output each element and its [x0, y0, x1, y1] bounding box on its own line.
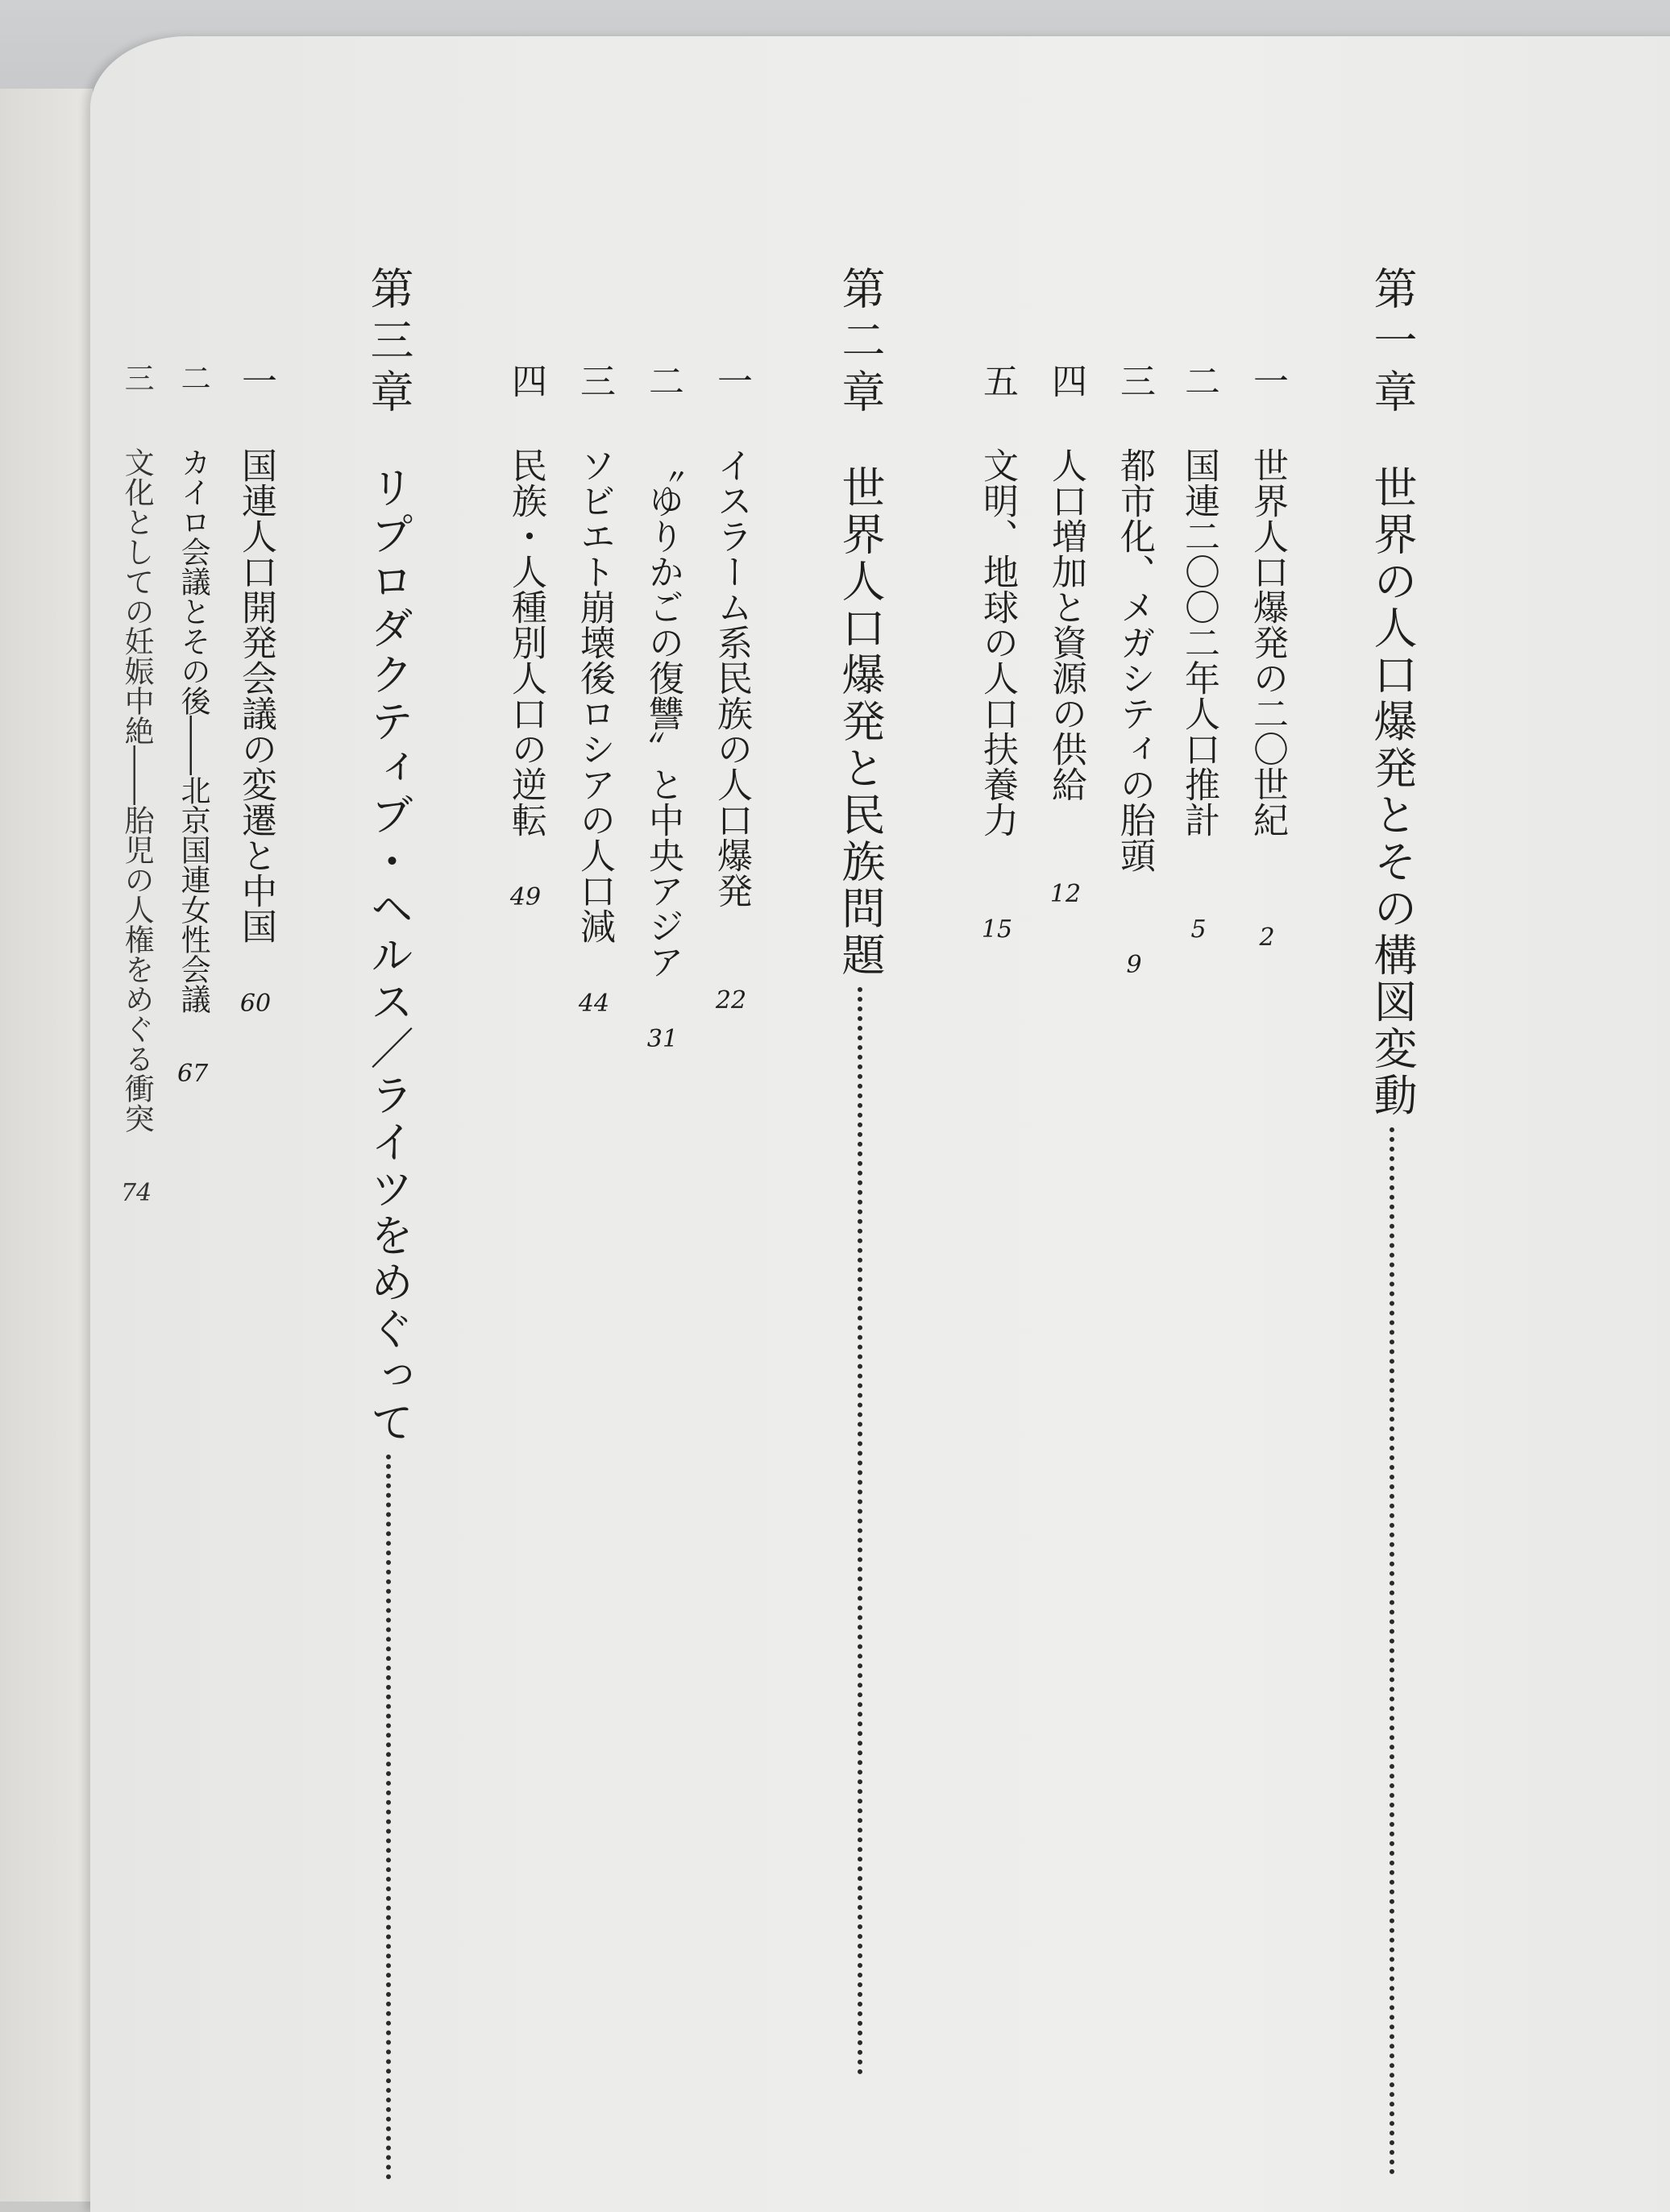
- page-number: 67: [177, 1060, 209, 1088]
- page-number: 2: [1259, 923, 1275, 952]
- section-number: 四: [505, 363, 546, 398]
- section-title: 〝ゆりかごの復讐〟と中央アジア: [642, 447, 683, 979]
- page-number: 9: [1126, 951, 1142, 979]
- section-title: 都市化、メガシティの胎頭: [1114, 447, 1155, 873]
- section-number: 三: [574, 363, 615, 398]
- page-number: 60: [239, 990, 272, 1018]
- section-title: 民族・人種別人口の逆転: [505, 447, 546, 837]
- page-number: 31: [646, 1025, 679, 1053]
- section-title: カイロ会議とその後――北京国連女性会議: [176, 447, 211, 1014]
- page-number: 44: [578, 990, 610, 1018]
- chapter-title: 世界の人口爆発とその構図変動: [1367, 465, 1418, 1119]
- page-number: 15: [981, 915, 1013, 944]
- section-number: 四: [1045, 363, 1086, 398]
- section-number: 二: [1178, 363, 1219, 398]
- leader-dots: [386, 1455, 391, 2180]
- section-number: 三: [1114, 363, 1155, 398]
- toc-entry: [1178, 363, 1219, 944]
- toc-entry: [505, 363, 546, 911]
- toc-entry: [1114, 363, 1155, 979]
- section-title: 国連人口開発会議の変遷と中国: [235, 447, 276, 944]
- chapter-title: リプロダクティブ・ヘルス／ライツをめぐって: [363, 465, 414, 1446]
- section-title: イスラーム系民族の人口爆発: [711, 447, 752, 908]
- page-number: 12: [1049, 880, 1082, 908]
- section-number: 五: [977, 363, 1018, 398]
- toc-entry: [574, 363, 615, 1018]
- toc-entry: [642, 363, 683, 1053]
- toc-entry: [1045, 363, 1086, 908]
- leader-dots: [858, 987, 862, 2075]
- section-number: 二: [642, 363, 683, 398]
- toc-entry: [1247, 363, 1288, 952]
- section-number: 一: [711, 363, 752, 398]
- section-title: 国連二〇〇二年人口推計: [1178, 447, 1219, 837]
- chapter-number: 第二章: [835, 266, 886, 421]
- page-number: 22: [715, 986, 747, 1015]
- section-title: 文明、地球の人口扶養力: [977, 447, 1018, 837]
- page-number: 49: [509, 883, 542, 911]
- chapter-2-heading: [835, 266, 886, 2075]
- section-number: 一: [1247, 363, 1288, 398]
- chapter-title: 世界人口爆発と民族問題: [835, 465, 886, 979]
- toc-entry: [977, 363, 1018, 944]
- section-number: 一: [235, 363, 276, 398]
- facing-page-edge: [0, 89, 93, 2202]
- chapter-number: 第一章: [1367, 266, 1418, 421]
- page-number: 74: [121, 1179, 152, 1207]
- chapter-number: 第三章: [363, 266, 414, 421]
- section-title: ソビエト崩壊後ロシアの人口減: [574, 447, 615, 944]
- section-title: 人口増加と資源の供給: [1045, 447, 1086, 802]
- leader-dots: [1390, 1127, 1394, 2175]
- page-number: 5: [1190, 915, 1207, 944]
- section-number: 二: [176, 363, 211, 392]
- toc-entry: [119, 363, 155, 1207]
- toc-entry: [235, 363, 276, 1018]
- toc-entry: [711, 363, 752, 1015]
- chapter-1-heading: [1367, 266, 1418, 2175]
- section-title: 世界人口爆発の二〇世紀: [1247, 447, 1288, 837]
- section-number: 三: [119, 363, 155, 392]
- section-title: 文化としての妊娠中絶――胎児の人権をめぐる衝突: [119, 447, 155, 1133]
- chapter-3-heading: [363, 266, 414, 2180]
- toc-entry: [176, 363, 211, 1088]
